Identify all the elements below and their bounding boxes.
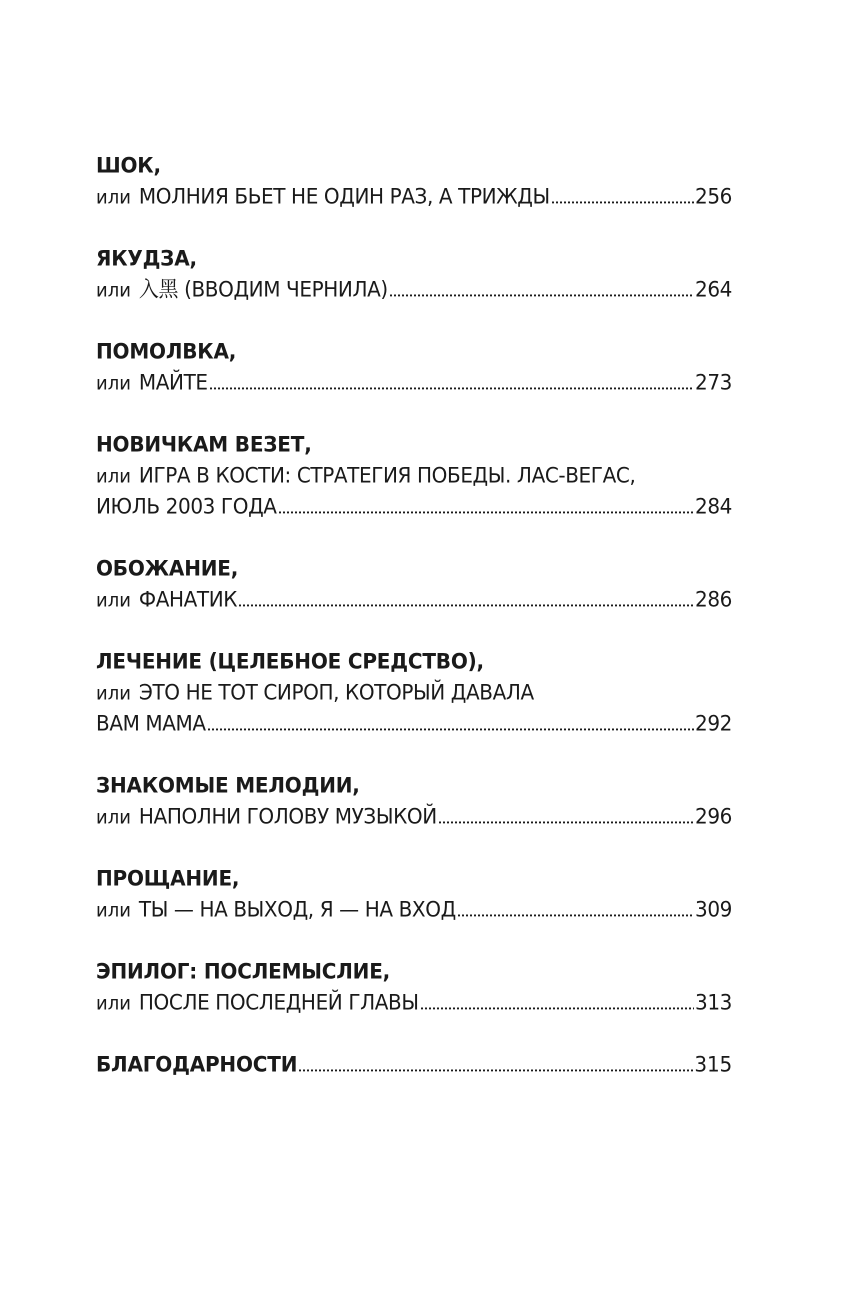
toc-prefix: или — [96, 186, 131, 209]
toc-subtitle: ВАМ МАМА — [96, 710, 206, 736]
toc-subtitle-line — [96, 490, 732, 523]
dot-leader — [298, 1067, 693, 1073]
toc-subtitle: ИЮЛЬ 2003 ГОДА — [96, 493, 277, 519]
toc-entry-title: ПРОЩАНИЕ, — [96, 865, 240, 891]
toc-prefix: или — [96, 682, 131, 705]
toc-prefix: или — [96, 806, 131, 829]
toc-page-number: 286 — [695, 586, 732, 612]
toc-page-number: 284 — [695, 493, 732, 519]
toc-subtitle: ТЫ — НА ВЫХОД, Я — НА ВХОД — [138, 896, 456, 922]
dot-leader — [207, 726, 694, 732]
dot-leader — [420, 1005, 694, 1011]
toc-entry-title: ЭПИЛОГ: ПОСЛЕМЫСЛИЕ, — [96, 958, 391, 984]
toc-subtitle-line — [96, 366, 732, 399]
toc-prefix: или — [96, 465, 131, 488]
toc-page-number: 264 — [695, 276, 732, 302]
table-of-contents — [96, 150, 732, 1080]
toc-page-number: 313 — [695, 989, 732, 1015]
toc-subtitle: ФАНАТИК — [138, 586, 238, 612]
toc-subtitle-line — [96, 459, 732, 492]
toc-page-number: 292 — [695, 710, 732, 736]
dot-leader — [238, 602, 694, 608]
toc-entry — [96, 243, 732, 305]
dot-leader — [551, 199, 694, 205]
toc-entry-title: ПОМОЛВКА, — [96, 338, 237, 364]
dot-leader — [278, 509, 694, 515]
toc-page-number: 315 — [694, 1051, 732, 1077]
toc-entry — [96, 956, 732, 1018]
toc-entry-title: БЛАГОДАРНОСТИ 315 — [96, 1048, 732, 1081]
toc-entry — [96, 770, 732, 832]
toc-entry — [96, 150, 732, 212]
toc-subtitle: ИГРА В КОСТИ: СТРАТЕГИЯ ПОБЕДЫ. ЛАС-ВЕГАС, — [138, 462, 636, 488]
toc-subtitle: ЭТО НЕ ТОТ СИРОП, КОТОРЫЙ ДАВАЛА — [138, 679, 534, 705]
toc-prefix: или — [96, 372, 131, 395]
toc-prefix: или — [96, 992, 131, 1015]
toc-entry — [96, 646, 732, 739]
toc-subtitle: ПОСЛЕ ПОСЛЕДНЕЙ ГЛАВЫ — [138, 989, 419, 1015]
toc-subtitle: 入黑 (ВВОДИМ ЧЕРНИЛА) — [138, 276, 388, 302]
dot-leader — [457, 912, 694, 918]
toc-page-number: 296 — [695, 803, 732, 829]
toc-entry-title: ЯКУДЗА, — [96, 245, 197, 271]
dot-leader — [389, 292, 694, 298]
toc-prefix: или — [96, 589, 131, 612]
toc-subtitle: МОЛНИЯ БЬЕТ НЕ ОДИН РАЗ, А ТРИЖДЫ — [138, 183, 550, 209]
toc-subtitle-line — [96, 676, 732, 709]
toc-subtitle-line — [96, 707, 732, 740]
toc-entry-title: ОБОЖАНИЕ, — [96, 555, 239, 581]
toc-subtitle: НАПОЛНИ ГОЛОВУ МУЗЫКОЙ — [138, 803, 437, 829]
toc-entry-title: НОВИЧКАМ ВЕЗЕТ, — [96, 431, 312, 457]
dot-leader — [438, 819, 694, 825]
toc-page-number: 273 — [695, 369, 732, 395]
toc-entry — [96, 863, 732, 925]
toc-subtitle-line — [96, 180, 732, 213]
dot-leader — [209, 385, 694, 391]
toc-subtitle-line — [96, 273, 732, 306]
toc-subtitle: МАЙТЕ — [138, 369, 208, 395]
toc-entry — [96, 1049, 732, 1080]
toc-entry — [96, 336, 732, 398]
toc-entry — [96, 429, 732, 522]
toc-prefix: или — [96, 279, 131, 302]
toc-page-number: 256 — [695, 183, 732, 209]
toc-entry — [96, 553, 732, 615]
toc-subtitle-line — [96, 986, 732, 1019]
toc-entry-title: ШОК, — [96, 152, 161, 178]
toc-subtitle-line — [96, 800, 732, 833]
toc-entry-title: ЛЕЧЕНИЕ (ЦЕЛЕБНОЕ СРЕДСТВО), — [96, 648, 484, 674]
toc-prefix: или — [96, 899, 131, 922]
toc-subtitle-line — [96, 893, 732, 926]
toc-page-number: 309 — [695, 896, 732, 922]
toc-subtitle-line — [96, 583, 732, 616]
toc-entry-title: ЗНАКОМЫЕ МЕЛОДИИ, — [96, 772, 360, 798]
